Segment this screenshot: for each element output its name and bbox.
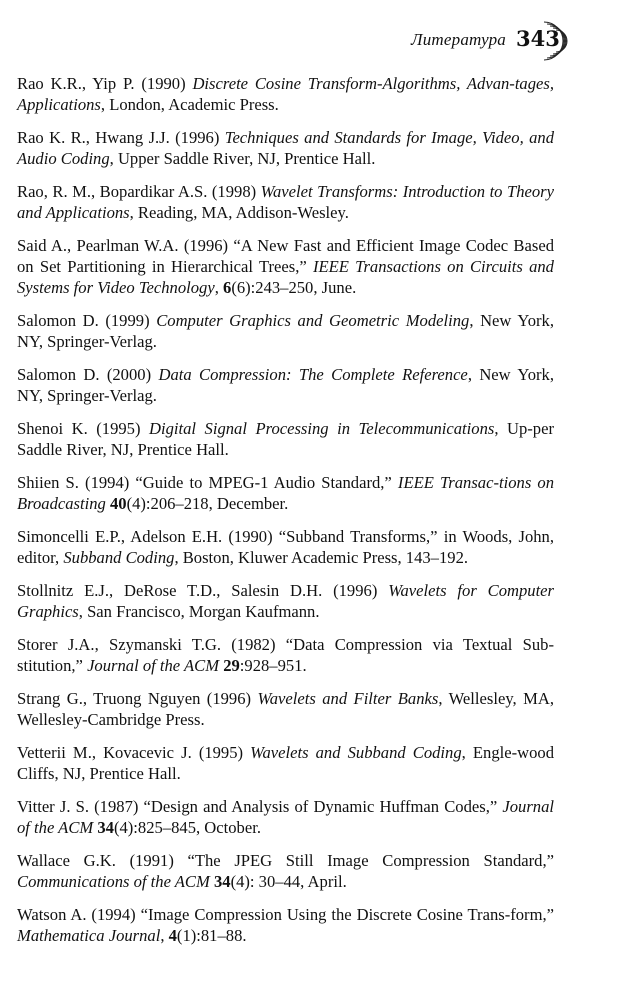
reference-entry: Strang G., Truong Nguyen (1996) Wavelets and Filter Banks, Wellesley, MA, Wellesley-Cambridge Press. — [17, 689, 554, 730]
reference-entry: Simoncelli E.P., Adelson E.H. (1990) “Subband Transforms,” in Woods, John, editor, Subband Coding, Boston, Kluwer Academic Press, 143–192. — [17, 527, 554, 568]
reference-list — [17, 73, 554, 958]
reference-entry: Rao K.R., Yip P. (1990) Discrete Cosine Transform-Algorithms, Advan-tages, Applications, London, Academic Press. — [17, 74, 554, 115]
page-number-badge — [516, 22, 580, 58]
reference-entry: Stollnitz E.J., DeRose T.D., Salesin D.H. (1996) Wavelets for Computer Graphics, San Francisco, Morgan Kaufmann. — [17, 581, 555, 622]
reference-entry: Rao, R. M., Bopardikar A.S. (1998) Wavelet Transforms: Introduction to Theory and Applications, Reading, MA, Addison-Wesley. — [17, 182, 554, 223]
reference-entry: Said A., Pearlman W.A. (1996) “A New Fast and Efficient Image Codec Based on Set Partitioning in Hierarchical Trees,” IEEE Transactions on Circuits and Systems for Video Technology, 6(6):243–250, June. — [17, 236, 554, 298]
reference-entry: Storer J.A., Szymanski T.G. (1982) “Data Compression via Textual Sub-stitution,” Journal of the ACM 29:928–951. — [17, 635, 554, 676]
reference-entry: Vetterii M., Kovacevic J. (1995) Wavelets and Subband Coding, Engle-wood Cliffs, NJ, Prentice Hall. — [17, 743, 554, 784]
running-title: Литература — [410, 30, 506, 49]
reference-entry: Salomon D. (2000) Data Compression: The Complete Reference, New York, NY, Springer-Verlag. — [17, 365, 554, 406]
reference-entry: Watson A. (1994) “Image Compression Using the Discrete Cosine Trans-form,” Mathematica Journal, 4(1):81–88. — [17, 905, 554, 946]
reference-entry: Shiien S. (1994) “Guide to MPEG-1 Audio Standard,” IEEE Transac-tions on Broadcasting 40(4):206–218, December. — [17, 473, 555, 514]
reference-entry: Wallace G.K. (1991) “The JPEG Still Image Compression Standard,” Communications of the ACM 34(4): 30–44, April. — [17, 851, 554, 892]
reference-entry: Salomon D. (1999) Computer Graphics and Geometric Modeling, New York, NY, Springer-Verlag. — [17, 311, 554, 352]
reference-entry: Rao K. R., Hwang J.J. (1996) Techniques and Standards for Image, Video, and Audio Coding, Upper Saddle River, NJ, Prentice Hall. — [17, 128, 554, 169]
page-number: 343 — [516, 26, 560, 51]
reference-entry: Vitter J. S. (1987) “Design and Analysis of Dynamic Huffman Codes,” Journal of the ACM 34(4):825–845, October. — [17, 797, 554, 838]
reference-entry: Shenoi K. (1995) Digital Signal Processing in Telecommunications, Up-per Saddle River, NJ, Prentice Hall. — [17, 419, 554, 460]
page-header — [411, 22, 580, 58]
